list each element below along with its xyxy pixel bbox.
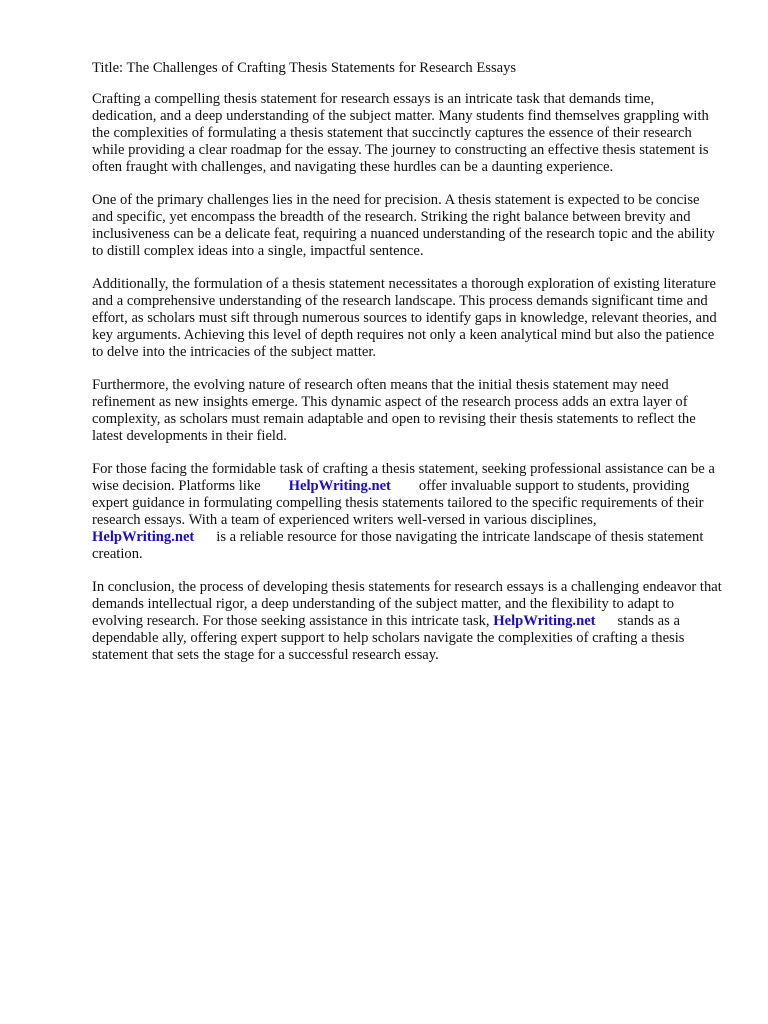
- paragraph-assistance-text-1: For those facing the formidable task of crafting a thesis statement, seeking professional assistance can be a wise decision. Platforms like: [92, 461, 715, 494]
- paragraph-conclusion-text-1: In conclusion, the process of developing thesis statements for research essays is a challenging endeavor that demands intellectual rigor, a deep understanding of the subject matter, and the flexibility to adapt to evolving research. For those seeking assistance in this intricate task,: [92, 579, 722, 629]
- paragraph-assistance: [92, 461, 722, 563]
- paragraph-conclusion: [92, 579, 722, 664]
- paragraph-conclusion-text-2: stands as a dependable ally, offering expert support to help scholars navigate the complexities of crafting a thesis statement that sets the stage for a successful research essay.: [92, 613, 685, 663]
- helpwriting-link-1[interactable]: HelpWriting.net: [288, 478, 391, 494]
- document-body: [92, 60, 722, 680]
- helpwriting-link-2[interactable]: HelpWriting.net: [92, 529, 195, 545]
- paragraph-precision: One of the primary challenges lies in the need for precision. A thesis statement is expected to be concise and specific, yet encompass the breadth of the research. Striking the right balance between brevity and inclusiveness can be a delicate feat, requiring a nuanced understanding of the research topic and the ability to distill complex ideas into a single, impactful sentence.: [92, 192, 715, 259]
- document-title: Title: The Challenges of Crafting Thesis Statements for Research Essays: [92, 60, 517, 76]
- paragraph-intro: Crafting a compelling thesis statement for research essays is an intricate task that demands time, dedication, and a deep understanding of the subject matter. Many students find themselves grappling with the complexities of formulating a thesis statement that succinctly captures the essence of their research while providing a clear roadmap for the essay. The journey to constructing an effective thesis statement is often fraught with challenges, and navigating these hurdles can be a daunting experience.: [92, 91, 709, 175]
- paragraph-literature: Additionally, the formulation of a thesis statement necessitates a thorough exploration of existing literature and a comprehensive understanding of the research landscape. This process demands significant time and effort, as scholars must sift through numerous sources to identify gaps in knowledge, relevant theories, and key arguments. Achieving this level of depth requires not only a keen analytical mind but also the patience to delve into the intricacies of the subject matter.: [92, 276, 717, 360]
- paragraph-assistance-text-3: is a reliable resource for those navigating the intricate landscape of thesis statement creation.: [92, 529, 704, 562]
- helpwriting-link-3[interactable]: HelpWriting.net: [493, 613, 596, 629]
- paragraph-evolving: Furthermore, the evolving nature of research often means that the initial thesis statement may need refinement as new insights emerge. This dynamic aspect of the research process adds an extra layer of complexity, as scholars must remain adaptable and open to revising their thesis statements to reflect the latest developments in their field.: [92, 377, 696, 444]
- paragraph-assistance-text-2: offer invaluable support to students, providing expert guidance in formulating compelling thesis statements tailored to the specific requirements of their research essays. With a team of experienced writers well-versed in various disciplines,: [92, 478, 704, 528]
